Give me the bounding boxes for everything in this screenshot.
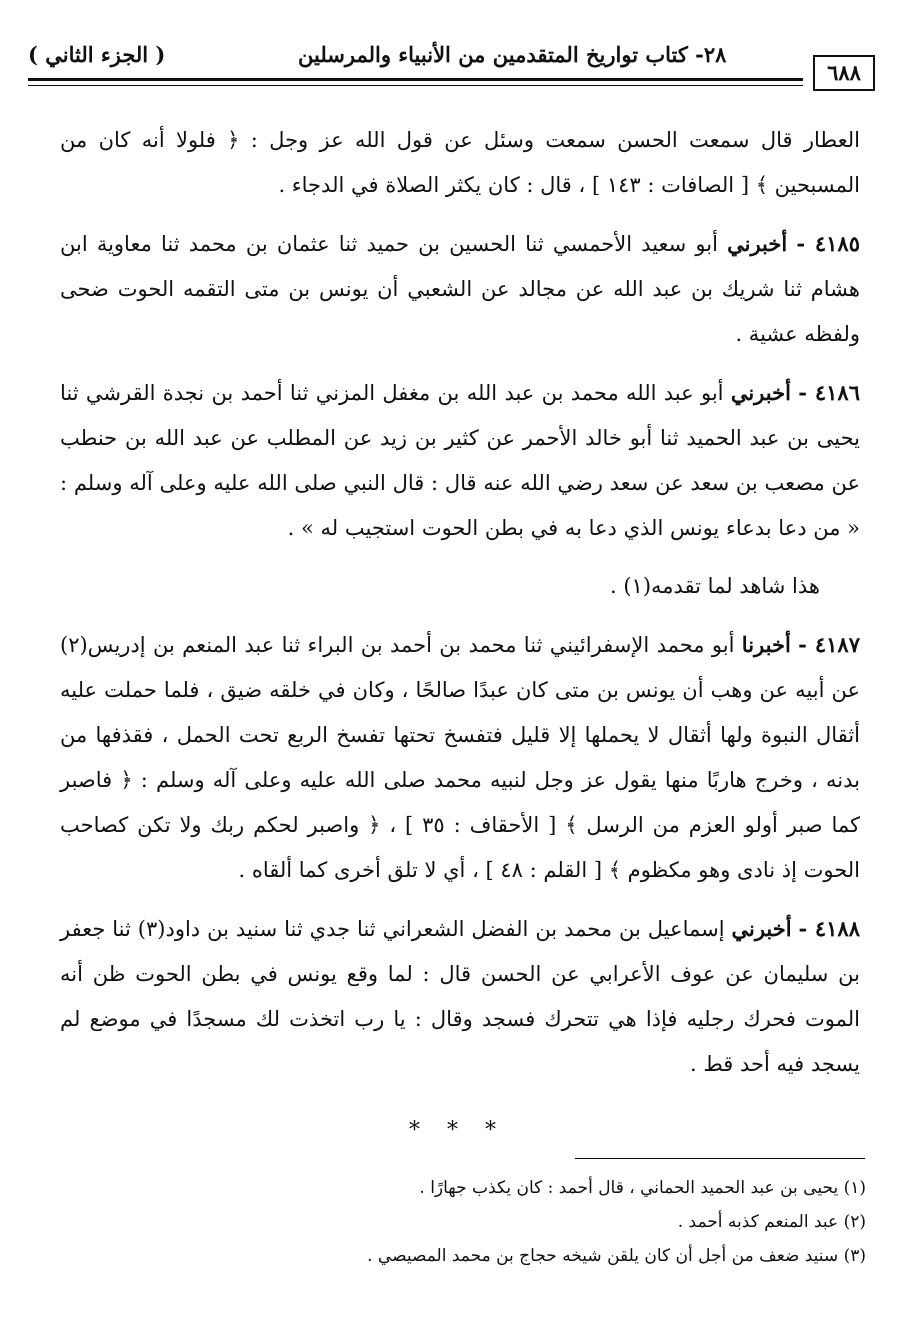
footnote-2: (٢) عبد المنعم كذبه أحمد . xyxy=(677,1212,866,1232)
commentary-line xyxy=(60,564,860,609)
hadith-number: ٤١٨٧ - xyxy=(798,632,860,657)
page-number: ٦٨٨ xyxy=(813,55,875,91)
hadith-4188 xyxy=(60,906,860,1087)
footnotes xyxy=(60,1173,866,1275)
paragraph-text: هذا شاهد لما تقدمه(١) . xyxy=(609,574,820,598)
hadith-lead: أخبرني xyxy=(727,231,788,256)
paragraph-text: إسماعيل بن محمد بن الفضل الشعراني ثنا جدي ثنا سنيد بن داود(٣) ثنا جعفر بن سليمان عن عوف الأعرابي عن الحسن قال : لما وقع يونس في بطن الحوت ظن أنه الموت فحرك رجليه فإذا هي تتحرك فسجد وقال : يا رب اتخذت لك مسجدًا في موضع لم يسجد فيه أحد قط . xyxy=(60,917,860,1076)
footnote-3: (٣) سنيد ضعف من أجل أن كان يلقن شيخه حجاج بن محمد المصيصي . xyxy=(367,1246,866,1266)
footnote-1: (١) يحيى بن عبد الحميد الحماني ، قال أحمد : كان يكذب جهارًا . xyxy=(419,1178,866,1198)
volume-label: ( الجزء الثاني ) xyxy=(28,42,166,67)
hadith-number: ٤١٨٦ - xyxy=(798,380,860,405)
paragraph-continuation xyxy=(60,118,860,208)
hadith-number: ٤١٨٨ - xyxy=(798,916,860,941)
paragraph-text: أبو سعيد الأحمسي ثنا الحسين بن حميد ثنا عثمان بن محمد ثنا معاوية ابن هشام ثنا شريك بن عبد الله عن مجالد عن الشعبي أن يونس بن متى التقمه الحوت ضحى ولفظه عشية . xyxy=(60,232,860,346)
hadith-number: ٤١٨٥ - xyxy=(796,231,860,256)
hadith-lead: أخبرنا xyxy=(741,632,791,657)
paragraph-text: أبو محمد الإسفرائيني ثنا محمد بن أحمد بن البراء ثنا عبد المنعم بن إدريس(٢) عن أبيه عن وهب أن يونس بن متى كان عبدًا صالحًا ، وكان في خلقه ضيق ، فلما حملت عليه أثقال النبوة ولها أثقال لا يحملها إلا قليل فتفسخ تحتها تفسخ الربع تحت الحمل ، فقذفها من بدنه ، وخرج هاربًا منها يقول عز وجل لنبيه محمد صلى الله عليه وعلى آله وسلم : ﴿ فاصبر كما صبر أولو العزم من الرسل ﴾ [ الأحقاف : ٣٥ ] ، ﴿ واصبر لحكم ربك ولا تكن كصاحب الحوت إذ نادى وهو مكظوم ﴾ [ القلم : ٤٨ ] ، أي لا تلق أخرى كما ألقاه . xyxy=(60,633,860,882)
chapter-title: ٢٨- كتاب تواريخ المتقدمين من الأنبياء والمرسلين xyxy=(298,42,727,67)
running-header xyxy=(28,40,861,85)
hadith-4185 xyxy=(60,221,860,357)
header-rule-thin xyxy=(28,85,803,86)
paragraph-text: العطار قال سمعت الحسن سمعت وسئل عن قول الله عز وجل : ﴿ فلولا أنه كان من المسبحين ﴾ [ الصافات : ١٤٣ ] ، قال : كان يكثر الصلاة في الدجاء . xyxy=(60,128,860,197)
header-rule xyxy=(28,78,803,81)
paragraph-text: أبو عبد الله محمد بن عبد الله بن مغفل المزني ثنا أحمد بن نجدة القرشي ثنا يحيى بن عبد الحميد ثنا أبو خالد الأحمر عن كثير بن زيد عن المطلب عن عبد الله بن حنطب عن مصعب بن سعد عن سعد رضي الله عنه قال : قال النبي صلى الله عليه وعلى آله وسلم : « من دعا بدعاء يونس الذي دعا به في بطن الحوت استجيب له » . xyxy=(60,381,860,540)
footnote-rule xyxy=(575,1158,865,1159)
hadith-lead: أخبرني xyxy=(731,916,792,941)
main-text xyxy=(60,118,860,1100)
hadith-lead: أخبرني xyxy=(730,380,791,405)
hadith-4187 xyxy=(60,622,860,893)
hadith-4186 xyxy=(60,370,860,551)
section-separator: * * * xyxy=(409,1118,506,1143)
